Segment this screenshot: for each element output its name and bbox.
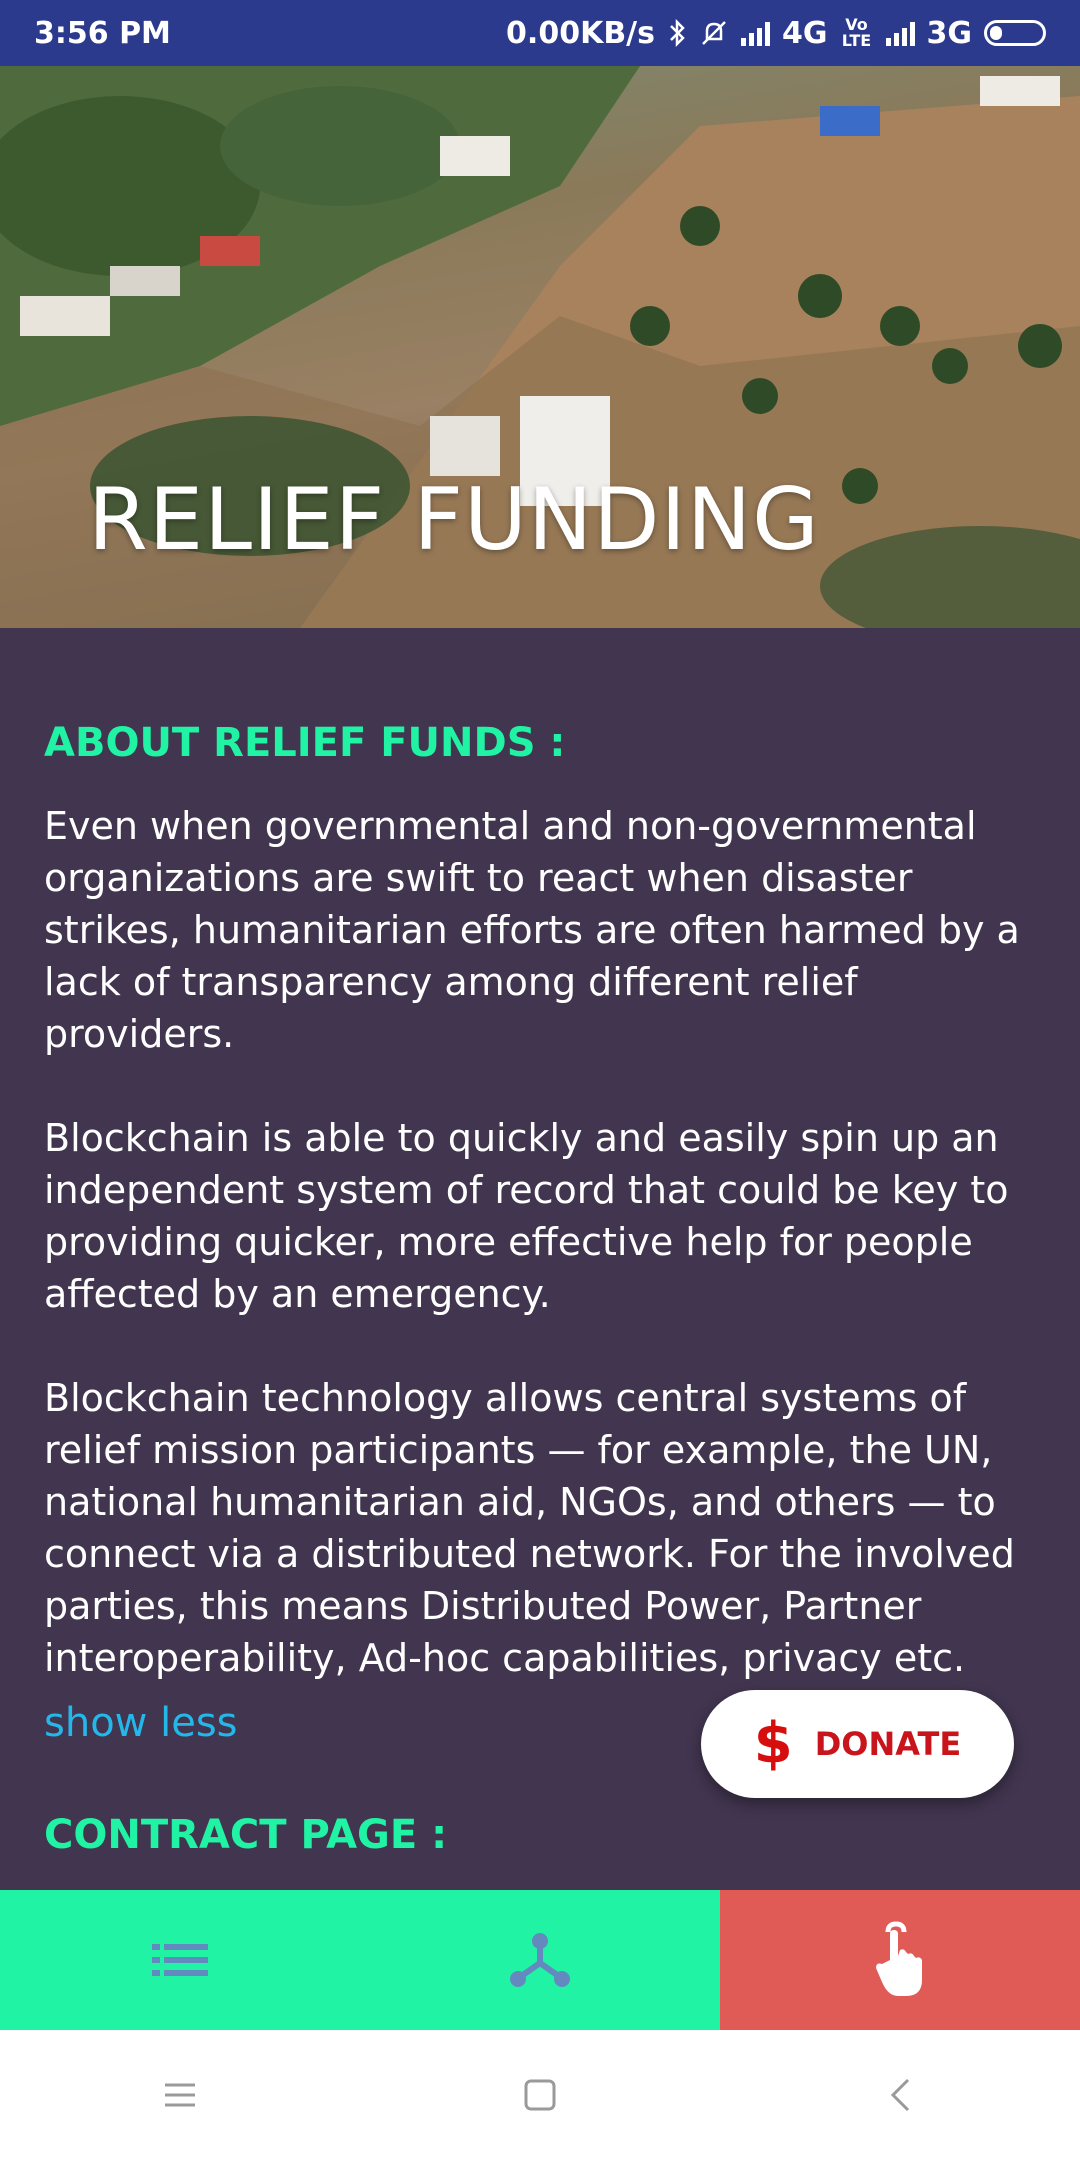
menu-icon — [163, 2080, 197, 2110]
back-nav-button[interactable] — [860, 2055, 940, 2135]
hero-title: RELIEF FUNDING — [88, 470, 820, 570]
bluetooth-icon — [667, 18, 687, 48]
show-less-link[interactable]: show less — [44, 1700, 238, 1746]
about-paragraph-3: Blockchain technology allows central systems of relief mission participants — for example, the UN, national humanitarian aid, NGOs, and others — to connect via a distributed network. For the involved parties, this means Distributed Power, Partner interoperability, Ad-hoc capabilities, privacy etc. — [44, 1376, 1015, 1680]
status-bar — [0, 0, 1080, 66]
home-square-icon — [523, 2078, 557, 2112]
contract-heading: CONTRACT PAGE : — [44, 1812, 448, 1858]
donate-button[interactable] — [701, 1690, 1014, 1798]
tap-hand-icon — [868, 1920, 932, 2000]
battery-icon — [984, 20, 1046, 46]
home-nav-button[interactable] — [500, 2055, 580, 2135]
hero-banner — [0, 66, 1080, 628]
mute-bell-icon — [699, 18, 729, 48]
network-speed: 0.00KB/s — [506, 15, 655, 51]
about-paragraph-2: Blockchain is able to quickly and easily spin up an independent system of record that could be key to providing quicker, more effective help for people affected by an emergency. — [44, 1116, 1009, 1316]
signal-icon — [741, 20, 770, 46]
menu-nav-button[interactable] — [140, 2055, 220, 2135]
network-type-1: 4G — [782, 15, 828, 51]
back-chevron-icon — [888, 2077, 912, 2113]
about-heading: ABOUT RELIEF FUNDS : — [44, 720, 566, 766]
network-type-2: 3G — [926, 15, 972, 51]
bottom-tab-bar — [0, 1890, 1080, 2030]
tab-network[interactable] — [360, 1890, 720, 2030]
status-time: 3:56 PM — [34, 15, 171, 51]
network-icon — [510, 1933, 570, 1987]
tab-list[interactable] — [0, 1890, 360, 2030]
about-section — [44, 720, 1044, 1684]
about-paragraph-1: Even when governmental and non-governmental organizations are swift to react when disaster strikes, humanitarian efforts are often harmed by a lack of transparency among different relief providers. — [44, 804, 1020, 1056]
system-nav-bar — [0, 2030, 1080, 2160]
volte-badge: Vo LTE — [841, 15, 872, 50]
tab-tap[interactable] — [720, 1890, 1080, 2030]
donate-label: DONATE — [814, 1725, 962, 1763]
list-icon — [152, 1940, 208, 1980]
signal-icon-2 — [886, 20, 915, 46]
dollar-icon: $ — [753, 1711, 793, 1776]
